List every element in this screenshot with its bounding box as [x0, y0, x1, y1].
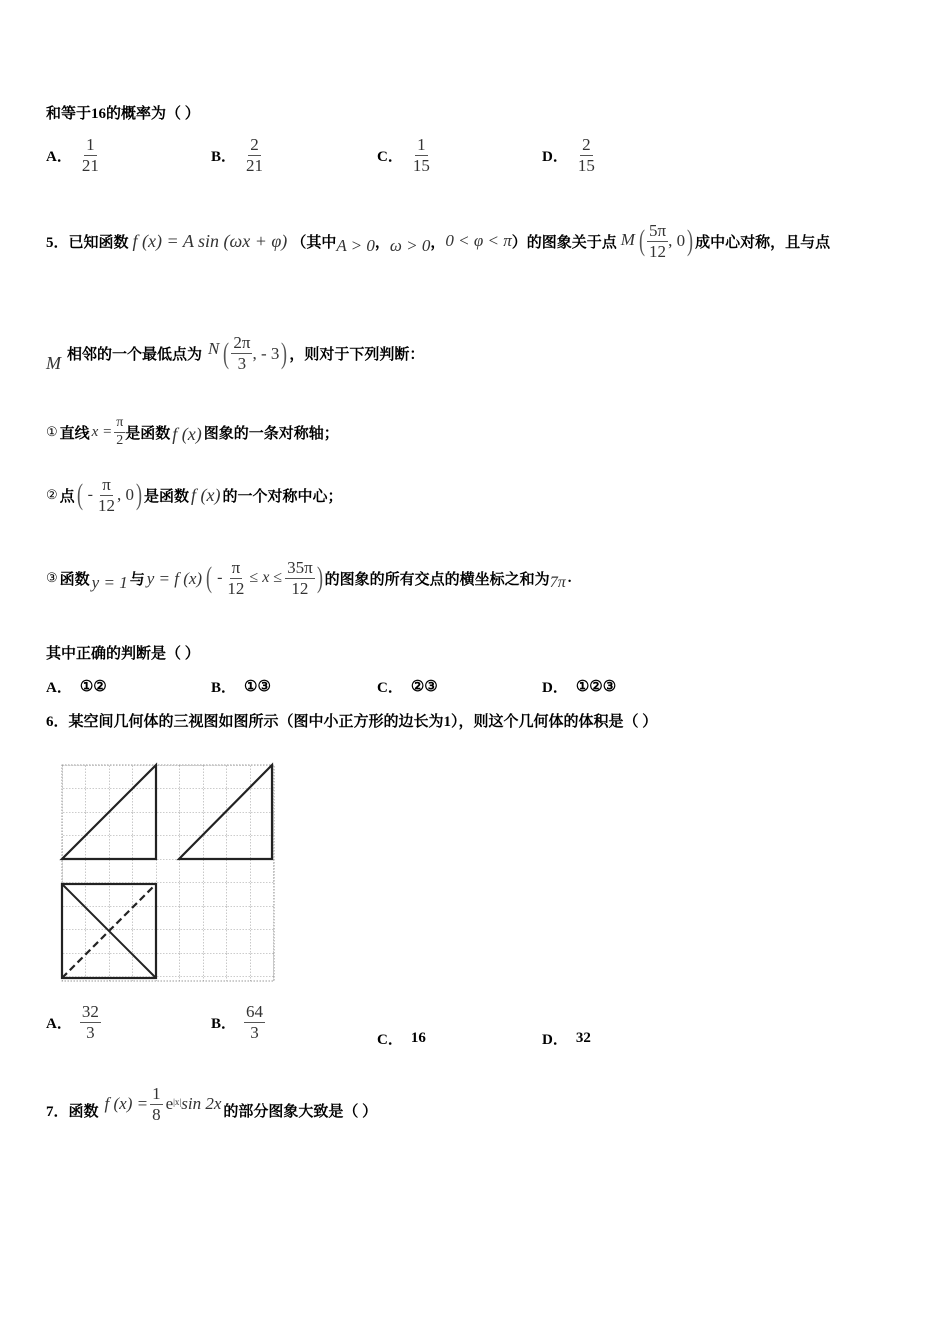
option-label: D． — [542, 1032, 568, 1048]
three-view-figure — [55, 760, 280, 990]
q5-option-d[interactable] — [542, 676, 616, 697]
q4-option-a[interactable] — [46, 136, 101, 175]
q6-option-c[interactable] — [377, 1028, 426, 1049]
option-label: D． — [542, 680, 568, 696]
q7-stem: 7．函数 f (x) = $\frac{1}{8}$ e |x| sin 2x 的部分图象大致是（ ） — [46, 1084, 378, 1124]
option-label: B． — [211, 148, 237, 165]
function-formula: f (x) = A sin (ωx + φ) — [132, 230, 288, 251]
option-text: 16 — [410, 1030, 426, 1046]
option-text: ①③ — [244, 679, 271, 695]
option-label: B． — [211, 1015, 237, 1032]
statement-2: ② 点 ( - $\frac{\pi}{12}$ , 0 ) 是函数 f (x) 的一个对称中心； — [46, 475, 343, 515]
point-m-x: $\frac{5\pi}{12}$ — [648, 221, 667, 261]
option-text: 32 — [575, 1030, 591, 1046]
option-label: A． — [46, 680, 72, 696]
option-fraction: $\frac{32}{3}$ — [81, 1002, 99, 1042]
q4-stem: 和等于16的概率为（ ） — [46, 106, 200, 122]
option-label: C． — [377, 148, 403, 165]
statement-1: ① 直线 x = $\frac{\pi}{2}$ 是函数 f (x) 图象的一条对称轴； — [46, 415, 339, 448]
option-label: C． — [377, 680, 403, 696]
q4-option-b[interactable] — [211, 136, 265, 175]
option-fraction: $\frac{1}{21}$ — [81, 135, 99, 175]
option-text: ①② — [79, 679, 107, 695]
q5-question: 其中正确的判断是（ ） — [46, 646, 200, 662]
question-number: 5． — [46, 234, 69, 251]
q5-line-1: 5． 已知函数 f (x) = A sin (ωx + φ) （其中 A > 0 ， ω > 0 ， 0 < φ < π ）的图象关于点 M ( $\frac{5\pi}{12}$ , 0 ) 成中心对称，且与点 — [46, 221, 831, 261]
point-n-x: $\frac{2\pi}{3}$ — [233, 333, 251, 373]
option-label: D． — [542, 148, 568, 165]
option-label: A． — [46, 1015, 72, 1032]
q5-option-c[interactable] — [377, 676, 438, 697]
q5-line-2: M 相邻的一个最低点为 N ( $\frac{2\pi}{3}$ , - 3 ) ，则对于下列判断： — [46, 333, 425, 373]
option-text: ②③ — [410, 679, 438, 695]
q6-stem: 6．某空间几何体的三视图如图所示（图中小正方形的边长为1），则这个几何体的体积是（ ） — [46, 714, 658, 730]
option-label: C． — [377, 1032, 403, 1048]
q6-option-a[interactable] — [46, 1003, 101, 1042]
q6-option-b[interactable] — [211, 1003, 265, 1042]
q5-option-b[interactable] — [211, 676, 271, 697]
grid-background — [62, 765, 274, 981]
statement-3: ③ 函数 y = 1 与 y = f (x) ( - $\frac{\pi}{12}$ ≤ x ≤ $\frac{35\pi}{12}$ ) 的图象的所有交点的横坐标之和为 7π . — [46, 558, 572, 598]
option-fraction: $\frac{2}{21}$ — [246, 135, 264, 175]
option-fraction: $\frac{64}{3}$ — [246, 1002, 264, 1042]
q4-option-d[interactable] — [542, 136, 597, 175]
option-text: ①②③ — [575, 679, 617, 695]
option-label: B． — [211, 680, 237, 696]
q4-option-c[interactable] — [377, 136, 432, 175]
q6-option-d[interactable] — [542, 1028, 591, 1049]
option-fraction: $\frac{2}{15}$ — [577, 135, 595, 175]
option-fraction: $\frac{1}{15}$ — [412, 135, 430, 175]
q5-option-a[interactable] — [46, 676, 107, 697]
option-label: A． — [46, 148, 72, 165]
